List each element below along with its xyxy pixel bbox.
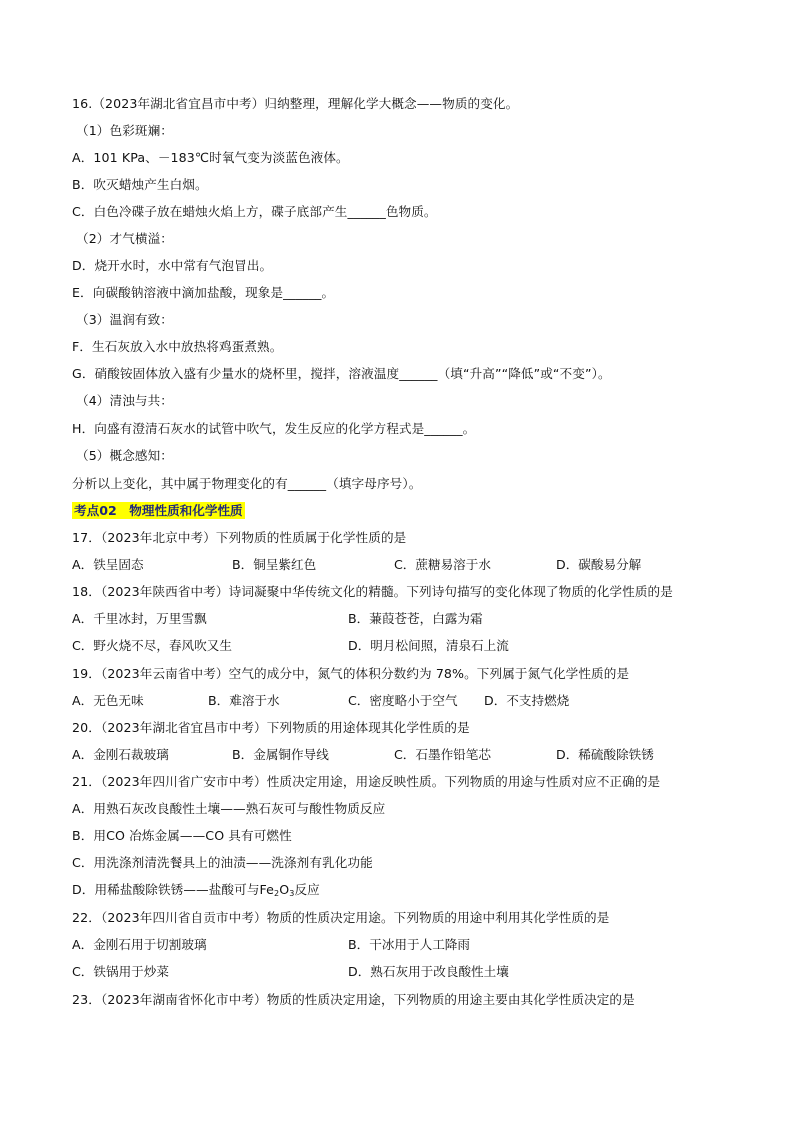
question-21-stem: 21．（2023年四川省广安市中考）性质决定用途，用途反映性质。下列物质的用途与性质对应不正确的是 [72,774,661,789]
question-22-options-row-1 [72,937,732,953]
question-20-options [72,747,732,763]
section-heading: 考点02 物理性质和化学性质 [74,503,243,518]
question-16-item-b: B．吹灭蜡烛产生白烟。 [72,177,208,192]
option-d: D．熟石灰用于改良酸性土壤 [348,964,509,979]
question-16-item-g: G．硝酸铵固体放入盛有少量水的烧杯里，搅拌，溶液温度______（填“升高”“降低”或“不变”）。 [72,366,611,381]
subscript: 3 [289,889,295,898]
question-21-option-a: A．用熟石灰改良酸性土壤——熟石灰可与酸性物质反应 [72,801,386,816]
question-22-options-row-2 [72,964,732,980]
question-16-final: 分析以上变化，其中属于物理变化的有______（填字母序号）。 [72,476,422,491]
question-17-stem: 17．（2023年北京中考）下列物质的性质属于化学性质的是 [72,530,407,545]
option-b: B．难溶于水 [208,693,280,708]
option-c: C．密度略小于空气 [348,693,458,708]
question-17-options [72,557,732,573]
question-16-item-c: C．白色冷碟子放在蜡烛火焰上方，碟子底部产生______色物质。 [72,204,437,219]
option-d: D．碳酸易分解 [556,557,642,572]
question-23-stem: 23．（2023年湖南省怀化市中考）物质的性质决定用途，下列物质的用途主要由其化学性质决定的是 [72,992,635,1007]
option-b: B．干冰用于人工降雨 [348,937,470,952]
option-a: A．金刚石裁玻璃 [72,747,169,762]
option-d: D．稀硫酸除铁锈 [556,747,654,762]
option-a: A．千里冰封，万里雪飘 [72,611,207,626]
question-16-part-5: （5）概念感知： [76,448,173,463]
question-16-item-e: E．向碳酸钠溶液中滴加盐酸，现象是______。 [72,285,335,300]
question-16-stem: 16.（2023年湖北省宜昌市中考）归纳整理，理解化学大概念——物质的变化。 [72,96,519,111]
option-a: A．无色无味 [72,693,144,708]
option-c: C．石墨作铅笔芯 [394,747,491,762]
option-c: C．铁锅用于炒菜 [72,964,169,979]
question-18-stem: 18．（2023年陕西省中考）诗词凝聚中华传统文化的精髓。下列诗句描写的变化体现了物质的化学性质的是 [72,584,673,599]
question-16-part-2: （2）才气横溢： [76,231,173,246]
question-21-option-d [72,882,320,902]
option-c: C．野火烧不尽，春风吹又生 [72,638,232,653]
question-18-options-row-1 [72,611,732,627]
option-a: A．铁呈固态 [72,557,144,572]
question-16-part-3: （3）温润有致： [76,312,173,327]
question-16-item-h: H．向盛有澄清石灰水的试管中吹气，发生反应的化学方程式是______。 [72,421,476,436]
option-d: D．明月松间照，清泉石上流 [348,638,509,653]
question-16-item-d: D．烧开水时，水中常有气泡冒出。 [72,258,273,273]
option-b: B．蒹葭苍苍，白露为霜 [348,611,483,626]
question-16-item-a: A．101 KPa、－183℃时氧气变为淡蓝色液体。 [72,150,349,165]
question-20-stem: 20．（2023年湖北省宜昌市中考）下列物质的用途体现其化学性质的是 [72,720,470,735]
question-21-option-c: C．用洗涤剂清洗餐具上的油渍——洗涤剂有乳化功能 [72,855,373,870]
option-d: D．不支持燃烧 [484,693,570,708]
question-16-part-4: （4）清浊与共： [76,393,173,408]
question-19-stem: 19．（2023年云南省中考）空气的成分中，氮气的体积分数约为 78%。下列属于氮气化学性质的是 [72,666,630,681]
option-d-formula: O [279,882,290,897]
question-22-stem: 22．（2023年四川省自贡市中考）物质的性质决定用途。下列物质的用途中利用其化学性质的是 [72,910,610,925]
question-18-options-row-2 [72,638,732,654]
option-d-tail: 反应 [294,882,320,897]
option-c: C．蔗糖易溶于水 [394,557,491,572]
option-a: A．金刚石用于切割玻璃 [72,937,207,952]
question-21-option-b: B．用CO 冶炼金属——CO 具有可燃性 [72,828,292,843]
option-d-text: D．用稀盐酸除铁锈——盐酸可与Fe [72,882,275,897]
subscript: 2 [274,889,280,898]
option-b: B．金属铜作导线 [232,747,329,762]
question-19-options [72,693,732,709]
option-b: B．铜呈紫红色 [232,557,317,572]
question-16-part-1: （1）色彩斑斓： [76,123,173,138]
question-16-item-f: F．生石灰放入水中放热将鸡蛋煮熟。 [72,339,283,354]
